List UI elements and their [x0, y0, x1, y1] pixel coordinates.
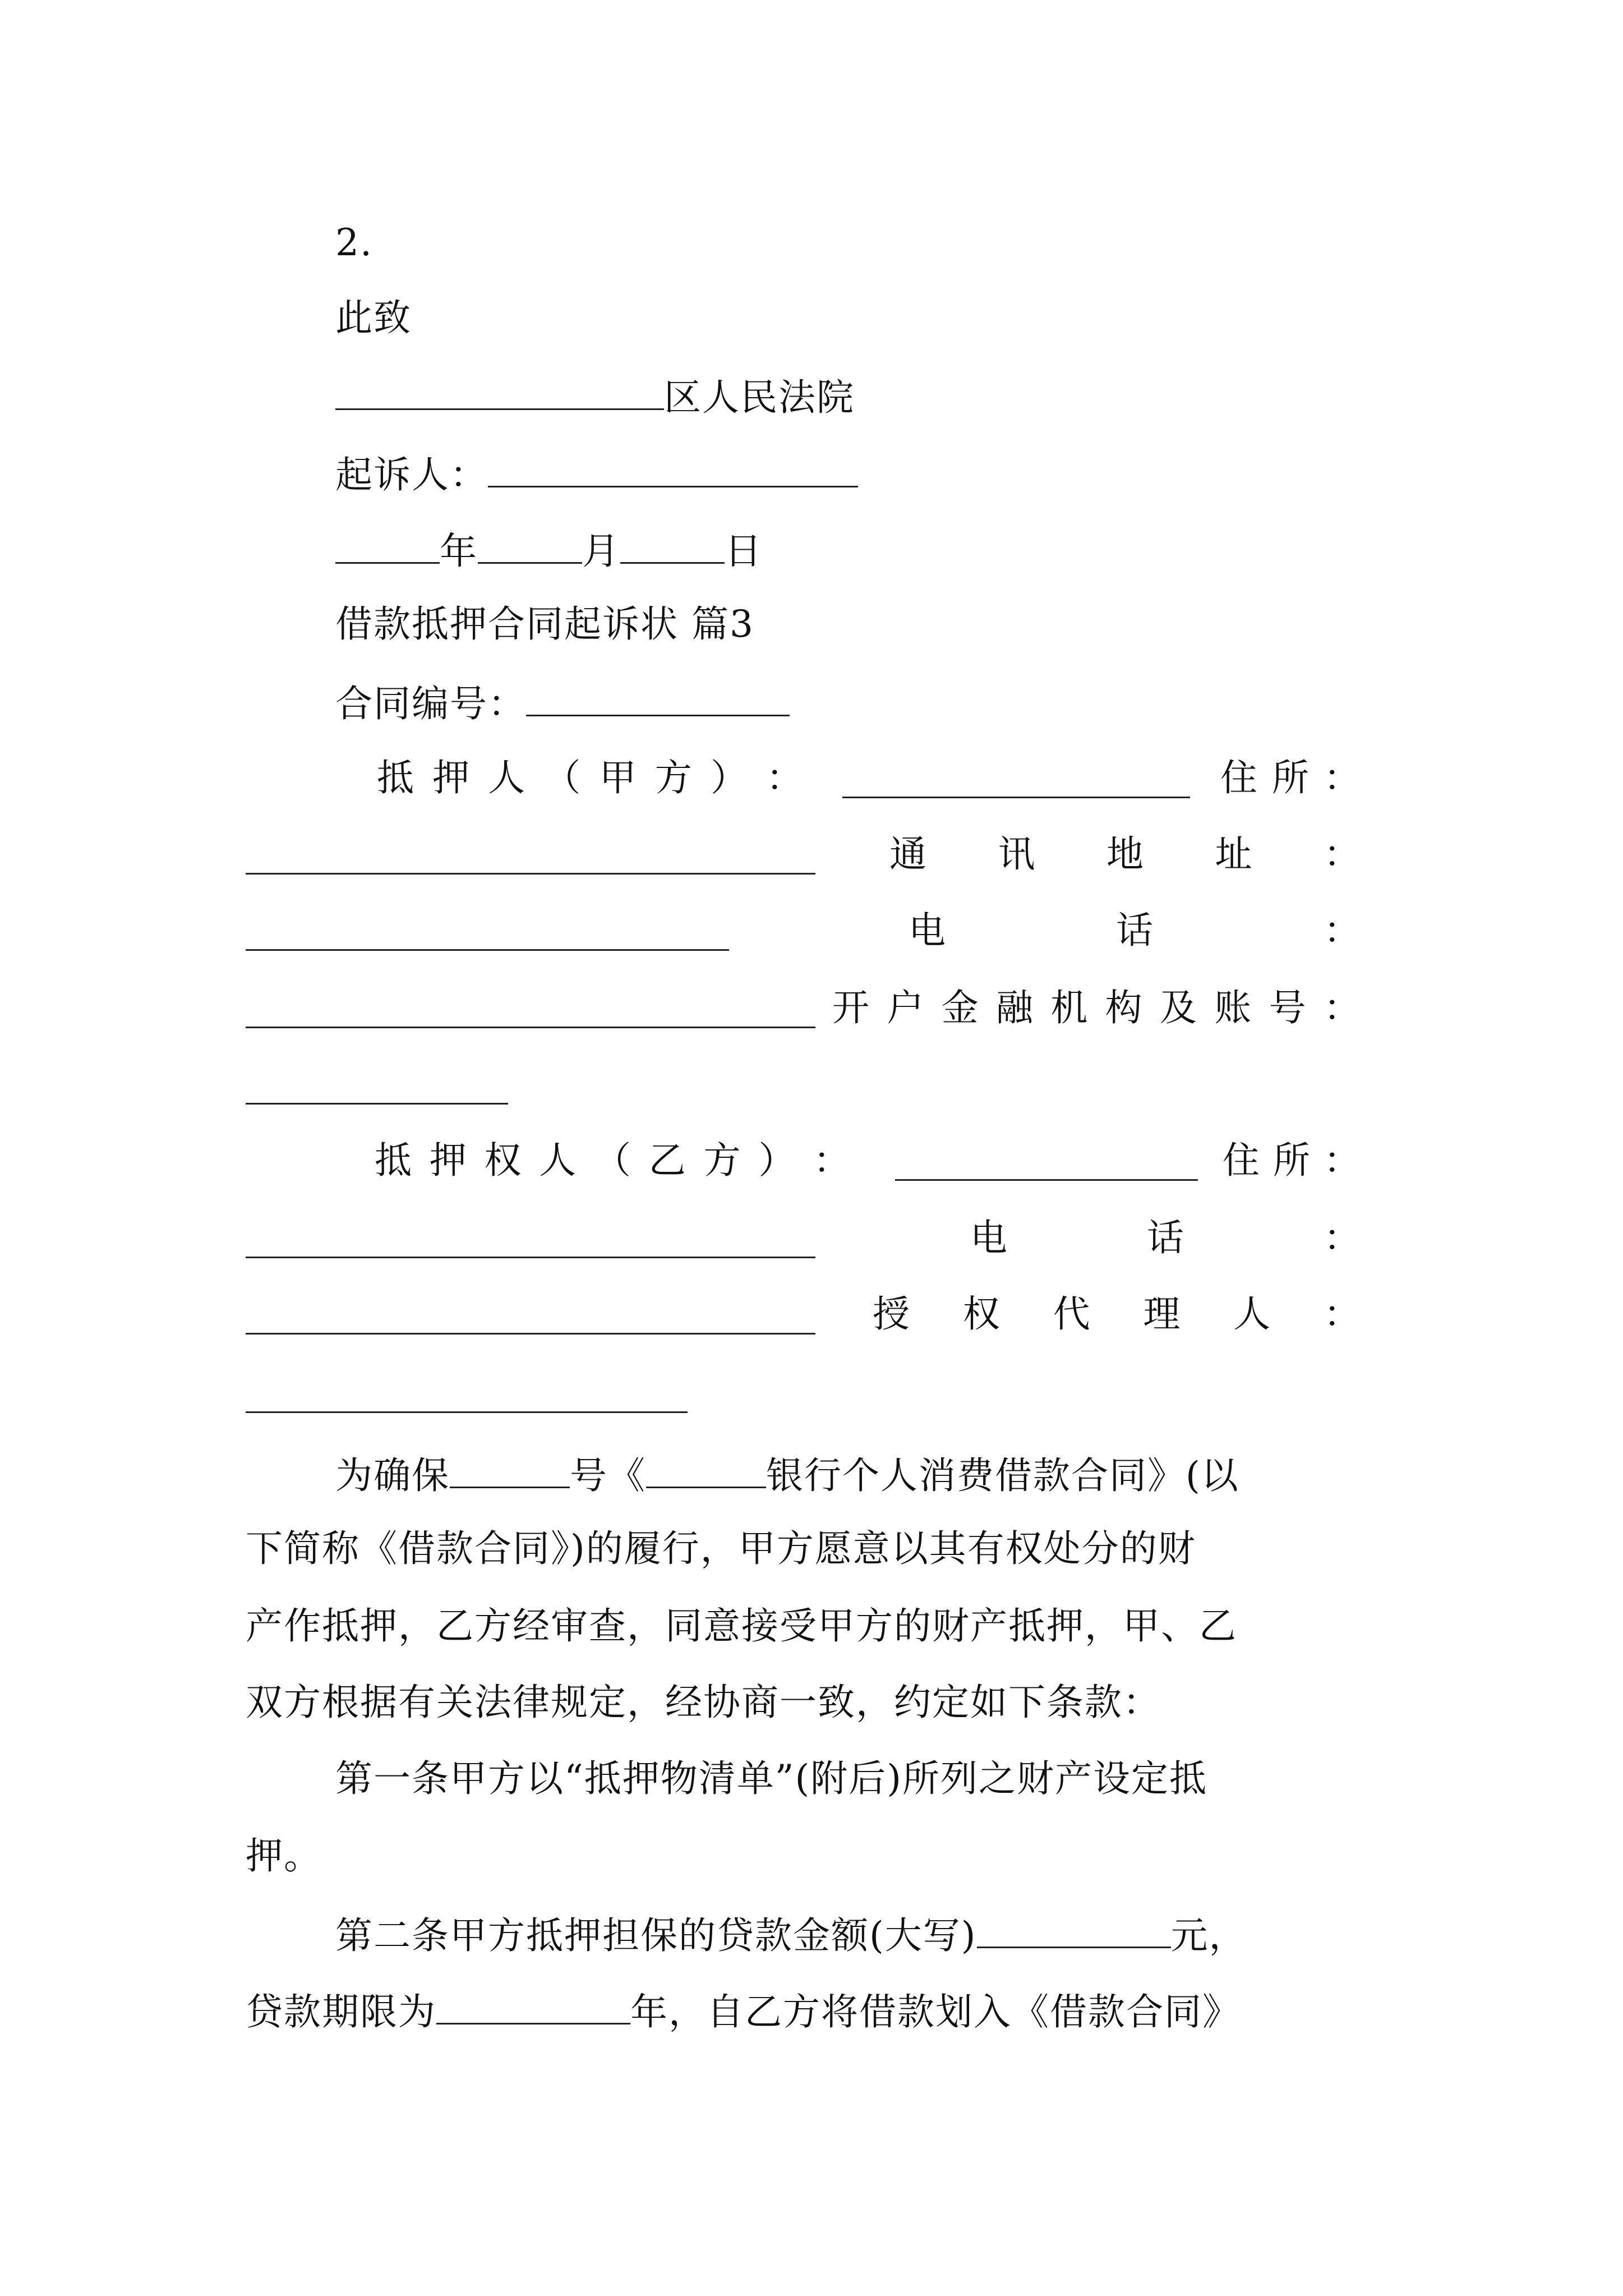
paragraph-1-line-1: 为确保 号《 银行个人消费借款合同》(以 — [335, 1454, 1239, 1497]
phone2-blank — [246, 1333, 815, 1335]
section-heading: 借款抵押合同起诉状 篇3 — [335, 602, 754, 646]
date-line — [335, 530, 763, 573]
month-label: 月 — [582, 530, 620, 573]
day-label: 日 — [725, 530, 763, 573]
mortgagee-blank — [895, 1179, 1198, 1181]
article-2-line-2: 贷款期限为 年，自乙方将借款划入《借款合同》 — [246, 1990, 1241, 2033]
bank-name-blank — [646, 1454, 766, 1488]
mortgagee-label: 抵 押 权 人 （ 乙 方 ） ： — [375, 1139, 850, 1182]
address-blank — [246, 949, 729, 951]
day-blank — [620, 530, 725, 564]
bank-account-blank — [246, 1103, 508, 1105]
phone-label: 电 话 ： — [909, 909, 1361, 952]
court-label: 区人民法院 — [664, 376, 855, 419]
year-label: 年 — [440, 530, 478, 573]
agent-blank — [246, 1411, 688, 1413]
paragraph-1-line-3: 产作抵押，乙方经审查，同意接受甲方的财产抵押，甲、乙 — [246, 1604, 1237, 1648]
month-blank — [478, 530, 582, 564]
court-blank — [335, 376, 664, 410]
salutation: 此致 — [335, 296, 412, 339]
contract-number-blank — [526, 682, 790, 716]
number-blank — [450, 1454, 570, 1488]
article-2-line-1: 第二条甲方抵押担保的贷款金额(大写) 元， — [335, 1914, 1247, 1957]
year-blank — [335, 530, 440, 564]
paragraph-1-line-2: 下简称《借款合同》)的履行，甲方愿意以其有权处分的财 — [246, 1527, 1196, 1570]
mortgagor-label: 抵 押 人 （ 甲 方 ） ： — [377, 756, 803, 799]
amount-blank — [977, 1914, 1171, 1948]
plaintiff-label: 起诉人： — [335, 453, 488, 496]
plaintiff-blank — [488, 453, 858, 487]
mortgagor-blank — [842, 797, 1190, 798]
item-number: 2. — [335, 221, 373, 264]
residence-blank — [246, 873, 815, 875]
address-label: 通 讯 地 址 ： — [889, 832, 1361, 876]
article-1-line-2: 押。 — [246, 1834, 322, 1878]
residence2-label: 住 所 ： — [1223, 1139, 1361, 1182]
phone2-label: 电 话 ： — [970, 1216, 1361, 1259]
court-line — [335, 376, 855, 419]
term-blank — [436, 1990, 630, 2024]
paragraph-1-line-4: 双方根据有关法律规定，经协商一致，约定如下条款： — [246, 1681, 1161, 1724]
contract-number-label: 合同编号： — [335, 682, 526, 725]
plaintiff-line — [335, 453, 858, 494]
contract-number-line — [335, 682, 790, 723]
phone-blank — [246, 1027, 815, 1028]
bank-account-label: 开 户 金 融 机 构 及 账 号 ： — [832, 986, 1361, 1029]
residence2-blank — [246, 1257, 815, 1258]
article-1-line-1: 第一条甲方以“抵押物清单”(附后)所列之财产设定抵 — [335, 1757, 1207, 1800]
residence-label: 住 所 ： — [1220, 756, 1361, 799]
agent-label: 授 权 代 理 人 ： — [873, 1292, 1361, 1336]
